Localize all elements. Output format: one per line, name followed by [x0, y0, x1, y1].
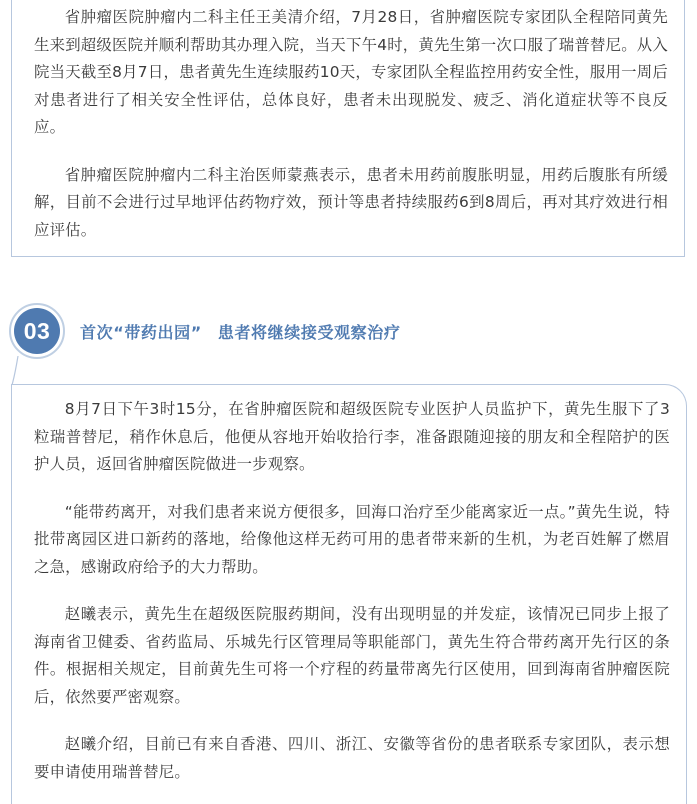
section-2-paragraph-2: 省肿瘤医院肿瘤内二科主治医师蒙燕表示，患者未用药前腹胀明显，用药后腹胀有所缓解，目前不会进行过早地评估药物疗效，预计等患者持续服药6到8周后，再对其疗效进行相应评估。: [34, 165, 668, 239]
section-3-body: [34, 396, 670, 786]
section-3-content-box: [11, 384, 687, 804]
section-2-body: [34, 4, 668, 244]
section-3-title-part-1: 首次“带药出园”: [80, 323, 202, 342]
section-2-paragraph-1: 省肿瘤医院肿瘤内二科主任王美清介绍，7月28日，省肿瘤医院专家团队全程陪同黄先生来到超级医院并顺利帮助其办理入院，当天下午4时，黄先生第一次口服了瑞普替尼。从入院当天截至8月7日，患者黄先生连续服药10天，专家团队全程监控用药安全性，服用一周后对患者进行了相关安全性评估，总体良好，患者未出现脱发、疲乏、消化道症状等不良反应。: [34, 8, 668, 136]
section-number-badge: 03: [14, 308, 60, 354]
section-3-title: [80, 320, 400, 343]
section-3-paragraph-1: 8月7日下午3时15分，在省肿瘤医院和超级医院专业医护人员监护下，黄先生服下了3粒瑞普替尼，稍作休息后，他便从容地开始收拾行李，准备跟随迎接的朋友和全程陪护的医护人员，返回省肿瘤医院做进一步观察。: [34, 400, 670, 473]
section-3-paragraph-3: 赵曦表示，黄先生在超级医院服药期间，没有出现明显的并发症，该情况已同步上报了海南省卫健委、省药监局、乐城先行区管理局等职能部门，黄先生符合带药离开先行区的条件。根据相关规定，目前黄先生可将一个疗程的药量带离先行区使用，回到海南省肿瘤医院后，依然要严密观察。: [34, 605, 670, 706]
section-2-content-box: [11, 0, 685, 257]
section-3-paragraph-2: “能带药离开，对我们患者来说方便很多，回海口治疗至少能离家近一点。”黄先生说，特批带离园区进口新药的落地，给像他这样无药可用的患者带来新的生机，为老百姓解了燃眉之急，感谢政府给予的大力帮助。: [34, 502, 670, 576]
section-3-title-part-2: 患者将继续接受观察治疗: [217, 323, 401, 342]
section-3-paragraph-4: 赵曦介绍，目前已有来自香港、四川、浙江、安徽等省份的患者联系专家团队，表示想要申请使用瑞普替尼。: [34, 735, 670, 781]
